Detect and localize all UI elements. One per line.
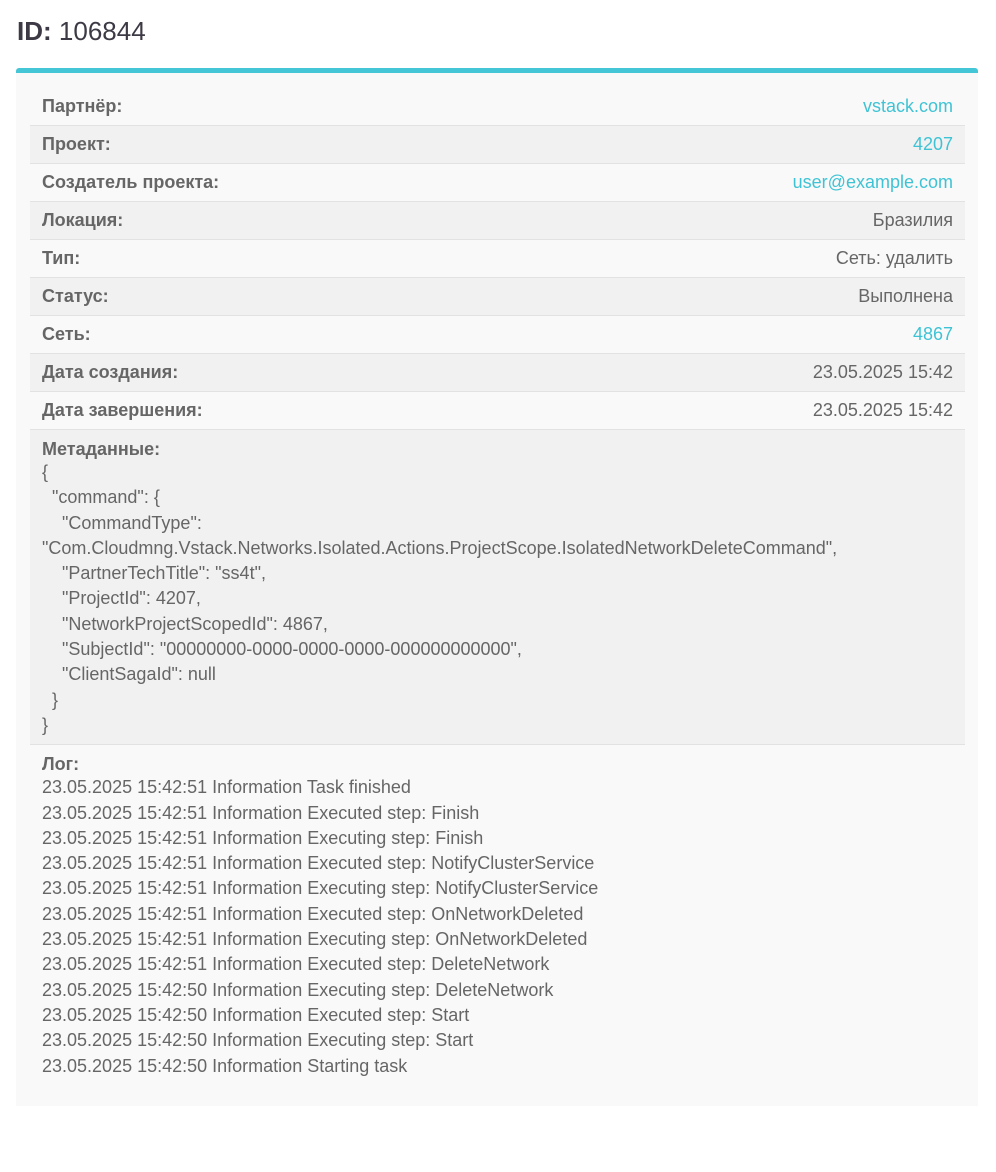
details-table bbox=[30, 88, 965, 1085]
detail-label: Локация: bbox=[42, 210, 124, 230]
detail-value: Бразилия bbox=[872, 210, 953, 230]
detail-label: Дата завершения: bbox=[42, 400, 203, 420]
metadata-line: "ClientSagaId": null bbox=[42, 664, 216, 685]
log-entry: 23.05.2025 15:42:51 Information Task finished bbox=[42, 777, 411, 798]
page-title bbox=[17, 16, 146, 47]
log-entry: 23.05.2025 15:42:51 Information Executing step: OnNetworkDeleted bbox=[42, 929, 588, 950]
detail-value-link[interactable]: user@example.com bbox=[792, 172, 953, 192]
metadata-line: } bbox=[42, 714, 49, 735]
log-entry: 23.05.2025 15:42:51 Information Executed step: Finish bbox=[42, 802, 480, 823]
log-label: Лог: bbox=[42, 754, 80, 775]
metadata-line: "Com.Cloudmng.Vstack.Networks.Isolated.Actions.ProjectScope.IsolatedNetworkDeleteCommand", bbox=[42, 537, 838, 558]
detail-label: Сеть: bbox=[42, 324, 91, 344]
detail-value-link[interactable]: 4867 bbox=[912, 324, 953, 344]
detail-label: Дата создания: bbox=[42, 362, 179, 382]
metadata-label: Метаданные: bbox=[42, 439, 161, 459]
metadata-line: { bbox=[42, 462, 49, 482]
log-entry: 23.05.2025 15:42:50 Information Executed step: Start bbox=[42, 1004, 470, 1025]
detail-row bbox=[30, 354, 965, 392]
log-entry: 23.05.2025 15:42:50 Information Starting task bbox=[42, 1055, 408, 1076]
log-entry: 23.05.2025 15:42:50 Information Executing step: Start bbox=[42, 1030, 474, 1051]
detail-label: Проект: bbox=[42, 134, 111, 154]
detail-row bbox=[30, 126, 965, 164]
log-entry: 23.05.2025 15:42:51 Information Executing step: Finish bbox=[42, 827, 484, 848]
detail-row bbox=[30, 278, 965, 316]
metadata-section bbox=[30, 430, 965, 745]
detail-row bbox=[30, 240, 965, 278]
detail-row bbox=[30, 316, 965, 354]
log-entry: 23.05.2025 15:42:51 Information Executed step: DeleteNetwork bbox=[42, 954, 550, 975]
metadata-line: "SubjectId": "00000000-0000-0000-0000-000000000000", bbox=[42, 639, 522, 660]
detail-value: 23.05.2025 15:42 bbox=[812, 362, 953, 382]
id-label: ID: bbox=[17, 16, 52, 46]
metadata-line: "NetworkProjectScopedId": 4867, bbox=[42, 613, 328, 634]
detail-label: Создатель проекта: bbox=[42, 172, 220, 192]
detail-value: Сеть: удалить bbox=[835, 248, 953, 268]
detail-row bbox=[30, 392, 965, 430]
detail-row bbox=[30, 164, 965, 202]
detail-value: Выполнена bbox=[858, 286, 953, 306]
detail-label: Статус: bbox=[42, 286, 109, 306]
detail-label: Тип: bbox=[42, 248, 81, 268]
log-entry: 23.05.2025 15:42:51 Information Executing step: NotifyClusterService bbox=[42, 878, 599, 899]
detail-value-link[interactable]: 4207 bbox=[912, 134, 953, 154]
log-entry: 23.05.2025 15:42:50 Information Executing step: DeleteNetwork bbox=[42, 979, 554, 1000]
metadata-line: "command": { bbox=[42, 487, 160, 508]
detail-row bbox=[30, 88, 965, 126]
metadata-line: "CommandType": bbox=[42, 512, 202, 533]
log-entry: 23.05.2025 15:42:51 Information Executed step: OnNetworkDeleted bbox=[42, 903, 584, 924]
task-details-card bbox=[16, 68, 978, 1106]
metadata-line: } bbox=[42, 689, 59, 710]
detail-label: Партнёр: bbox=[42, 96, 123, 116]
metadata-line: "PartnerTechTitle": "ss4t", bbox=[42, 563, 266, 584]
id-value: 106844 bbox=[58, 16, 146, 46]
metadata-line: "ProjectId": 4207, bbox=[42, 588, 201, 609]
detail-row bbox=[30, 202, 965, 240]
detail-value-link[interactable]: vstack.com bbox=[862, 96, 953, 116]
log-section bbox=[30, 745, 965, 1085]
detail-value: 23.05.2025 15:42 bbox=[812, 400, 953, 420]
log-entry: 23.05.2025 15:42:51 Information Executed step: NotifyClusterService bbox=[42, 853, 595, 874]
